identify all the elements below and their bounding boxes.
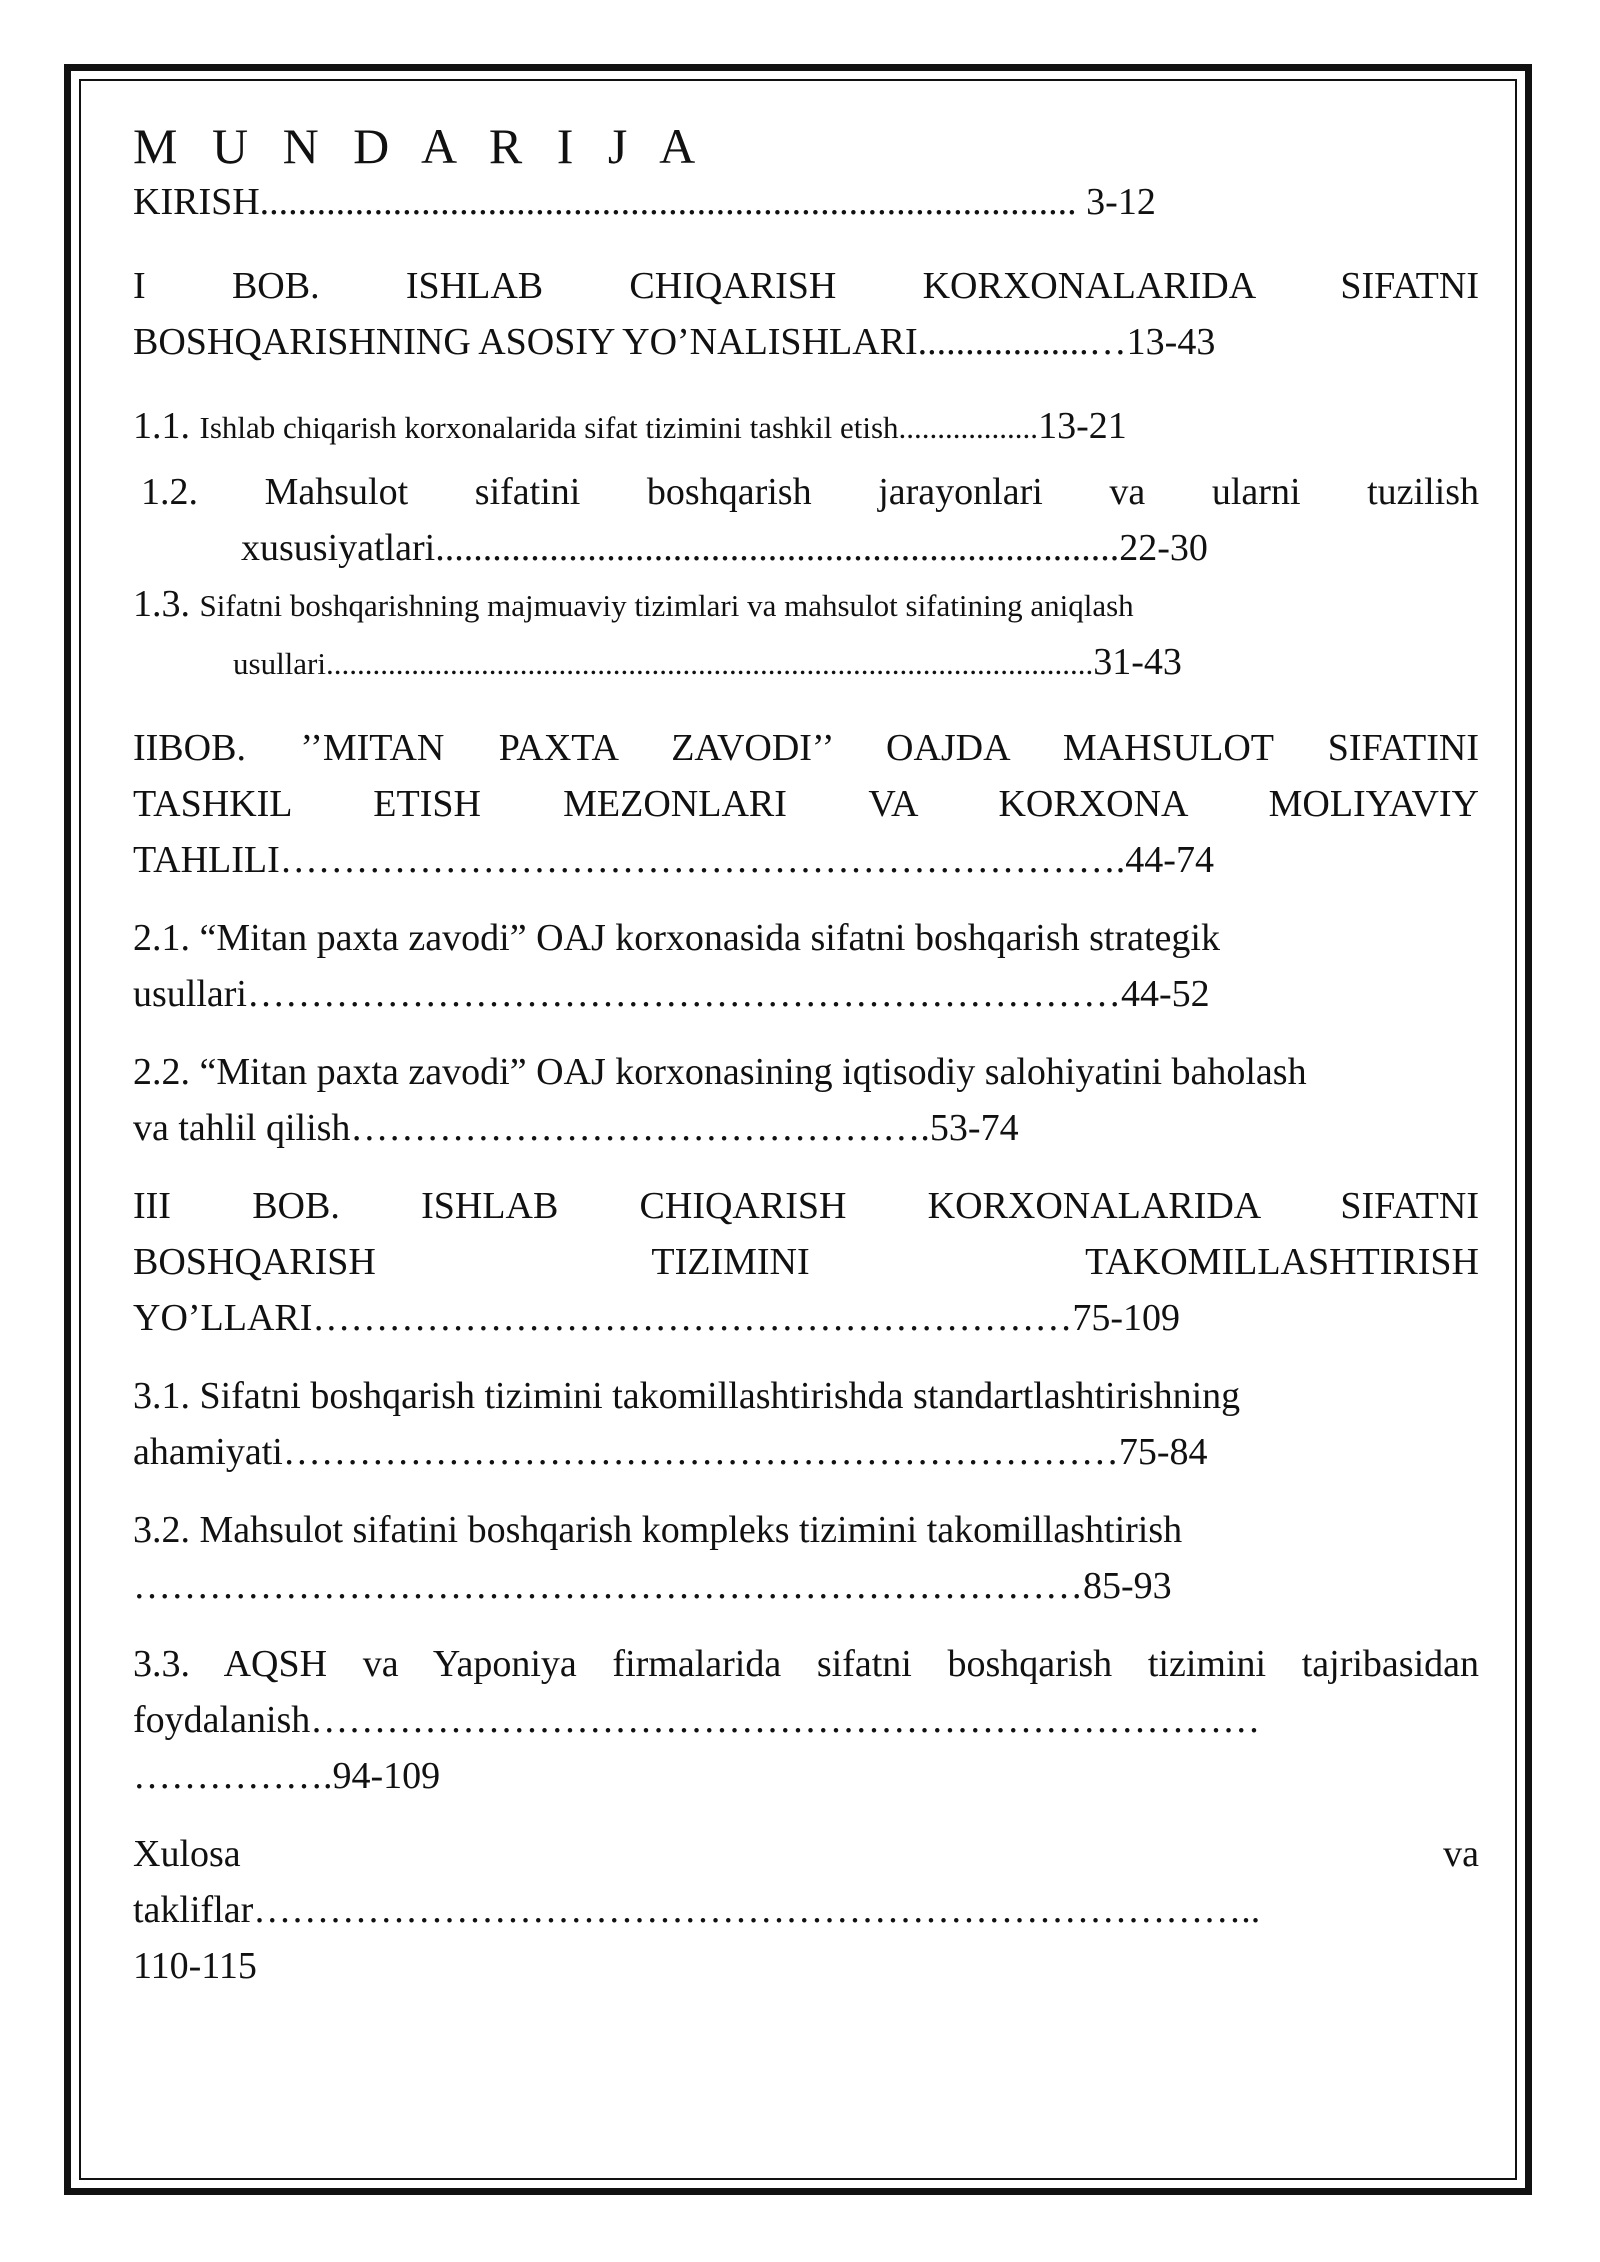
section-text-cont: usullari...................................................................................................	[233, 646, 1094, 681]
toc-chapter-2	[133, 720, 1479, 888]
page-title: M U N D A R I J A	[133, 118, 707, 174]
toc-section-3-3-line1: 3.3. AQSH va Yaponiya firmalarida sifatni boshqarish tizimini tajribasidan	[133, 1643, 1479, 1685]
toc-chapter-1	[133, 258, 1479, 370]
toc-section-2-2-line1: 2.2. “Mitan paxta zavodi” OAJ korxonasining iqtisodiy salohiyatini baholash	[133, 1051, 1307, 1093]
toc-section-2-1-line2: usullari……………………………………………………………44-52	[133, 973, 1210, 1015]
table-of-contents	[133, 118, 1479, 1994]
toc-section-1-3	[133, 576, 1479, 692]
section-page: 13-21	[1038, 405, 1127, 447]
toc-section-3-3-line2: foydalanish…………………………………………………………………	[133, 1699, 1261, 1741]
toc-section-3-2-line1: 3.2. Mahsulot sifatini boshqarish kompleks tizimini takomillashtirish	[133, 1509, 1183, 1551]
toc-section-2-2	[133, 1044, 1479, 1156]
conclusion-word-1: Xulosa	[133, 1833, 241, 1875]
toc-chapter-3-line1: III BOB. ISHLAB CHIQARISH KORXONALARIDA SIFATNI	[133, 1185, 1479, 1227]
section-page: 31-43	[1093, 641, 1182, 683]
toc-section-3-1-line1: 3.1. Sifatni boshqarish tizimini takomillashtirishda standartlashtirishning	[133, 1375, 1241, 1417]
toc-section-3-3	[133, 1636, 1479, 1804]
section-number: 1.3.	[133, 583, 190, 625]
toc-chapter-2-line1: IIBOB. ’’MITAN PAXTA ZAVODI’’ OAJDA MAHSULOT SIFATINI	[133, 727, 1479, 769]
toc-conclusion-line2: takliflar……………………………………………………………………..	[133, 1889, 1261, 1931]
toc-section-1-1	[133, 398, 1479, 456]
toc-chapter-2-line3: TAHLILI………………………………………………………….44-74	[133, 839, 1214, 881]
section-number: 1.1.	[133, 405, 190, 447]
toc-section-3-2-line2: …………………………………………………………………85-93	[133, 1565, 1172, 1607]
toc-section-3-3-line3: …………….94-109	[133, 1755, 441, 1797]
toc-intro: KIRISH...................................................................................... 3-12	[133, 181, 1156, 223]
section-text: Sifatni boshqarishning majmuaviy tizimlari va mahsulot sifatining aniqlash	[199, 588, 1134, 623]
toc-section-3-2	[133, 1502, 1479, 1614]
toc-section-1-2-line2: xususiyatlari........................................................................22-30	[241, 527, 1208, 569]
toc-section-3-1-line2: ahamiyati…………………………………………………………75-84	[133, 1431, 1208, 1473]
toc-chapter-1-line1: I BOB. ISHLAB CHIQARISH KORXONALARIDA SIFATNI	[133, 265, 1479, 307]
toc-chapter-3	[133, 1178, 1479, 1346]
toc-conclusion-page: 110-115	[133, 1945, 257, 1987]
toc-chapter-1-line2: BOSHQARISHNING ASOSIY YO’NALISHLARI..................…13-43	[133, 321, 1216, 363]
toc-section-1-2	[133, 464, 1479, 576]
conclusion-word-2: va	[1443, 1833, 1479, 1875]
toc-chapter-3-line3: YO’LLARI……………………………………………………75-109	[133, 1297, 1181, 1339]
toc-chapter-2-line2: TASHKIL ETISH MEZONLARI VA KORXONA MOLIYAVIY	[133, 783, 1479, 825]
toc-chapter-3-line2: BOSHQARISH TIZIMINI TAKOMILLASHTIRISH	[133, 1241, 1479, 1283]
toc-section-3-1	[133, 1368, 1479, 1480]
toc-section-2-1-line1: 2.1. “Mitan paxta zavodi” OAJ korxonasida sifatni boshqarish strategik	[133, 917, 1220, 959]
section-text: Ishlab chiqarish korxonalarida sifat tizimini tashkil etish..................	[199, 410, 1039, 445]
toc-section-1-2-line1: 1.2. Mahsulot sifatini boshqarish jarayonlari va ularni tuzilish	[141, 471, 1479, 513]
toc-section-2-2-line2: va tahlil qilish……………………………………….53-74	[133, 1107, 1019, 1149]
toc-conclusion	[133, 1826, 1479, 1994]
toc-section-2-1	[133, 910, 1479, 1022]
